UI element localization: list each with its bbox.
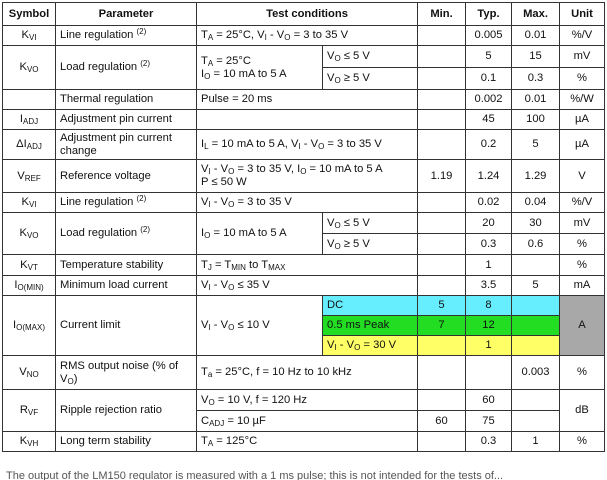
typ-cell: 12 xyxy=(466,316,512,336)
header-min: Min. xyxy=(418,3,466,26)
min-cell xyxy=(418,110,466,130)
typ-cell: 60 xyxy=(466,390,512,411)
symbol-cell xyxy=(3,90,56,110)
table-row xyxy=(3,390,605,411)
sub-condition-cell: $V_O \ge 5$ V xyxy=(323,234,418,255)
parameter-cell: Temperature stability xyxy=(56,255,197,276)
sub-condition-cell-vi-vo: $V_I - V_O = 30$ V xyxy=(323,336,418,356)
unit-cell: % xyxy=(560,255,605,276)
typ-cell: 0.3 xyxy=(466,432,512,452)
symbol-cell: $K_{VT}$ xyxy=(3,255,56,276)
symbol-cell: $\Delta I_{ADJ}$ xyxy=(3,130,56,160)
condition-cell: $I_L = 10$ mA to 5 A, $V_I - V_O = 3$ to 35 V xyxy=(197,130,418,160)
max-cell xyxy=(512,336,560,356)
table-row xyxy=(3,193,605,213)
min-cell xyxy=(418,130,466,160)
parameter-cell: Adjustment pin current xyxy=(56,110,197,130)
table-row xyxy=(3,213,605,234)
sub-condition-cell: $V_O \le 5$ V xyxy=(323,46,418,68)
typ-cell: 75 xyxy=(466,411,512,432)
header-symbol: Symbol xyxy=(3,3,56,26)
unit-cell: mV xyxy=(560,46,605,68)
table-row xyxy=(3,296,605,316)
max-cell: 5 xyxy=(512,130,560,160)
sub-condition-cell: $V_O \le 5$ V xyxy=(323,213,418,234)
max-cell: 0.003 xyxy=(512,356,560,390)
typ-cell: 1 xyxy=(466,336,512,356)
condition-cell: $T_A = 125^\circ C$ xyxy=(197,432,418,452)
min-cell xyxy=(418,390,466,411)
max-cell xyxy=(512,390,560,411)
symbol-cell: $K_{VO}$ xyxy=(3,213,56,255)
max-cell: 5 xyxy=(512,276,560,296)
sub-condition-cell-peak: 0.5 ms Peak xyxy=(323,316,418,336)
unit-cell: % xyxy=(560,68,605,90)
unit-cell: % xyxy=(560,234,605,255)
header-unit: Unit xyxy=(560,3,605,26)
condition-cell xyxy=(197,110,418,130)
typ-cell: 1.24 xyxy=(466,160,512,193)
max-cell: 0.6 xyxy=(512,234,560,255)
min-cell: 1.19 xyxy=(418,160,466,193)
min-cell xyxy=(418,68,466,90)
condition-cell: $V_O = 10$ V, f = 120 Hz xyxy=(197,390,418,411)
symbol-cell: $K_{VH}$ xyxy=(3,432,56,452)
unit-cell: % xyxy=(560,356,605,390)
parameter-cell: Minimum load current xyxy=(56,276,197,296)
typ-cell: 8 xyxy=(466,296,512,316)
min-cell xyxy=(418,276,466,296)
min-cell: 60 xyxy=(418,411,466,432)
min-cell xyxy=(418,234,466,255)
table-row xyxy=(3,160,605,193)
condition-cell: Pulse = 20 ms xyxy=(197,90,418,110)
typ-cell: 3.5 xyxy=(466,276,512,296)
unit-cell: mA xyxy=(560,276,605,296)
condition-cell: $V_I - V_O \le 35$ V xyxy=(197,276,418,296)
typ-cell: 0.1 xyxy=(466,68,512,90)
max-cell: 1.29 xyxy=(512,160,560,193)
symbol-cell: $I_{ADJ}$ xyxy=(3,110,56,130)
unit-cell: dB xyxy=(560,390,605,432)
condition-cell: $C_{ADJ} = 10$ µF xyxy=(197,411,418,432)
min-cell xyxy=(418,90,466,110)
unit-cell: A xyxy=(560,296,605,356)
max-cell xyxy=(512,296,560,316)
condition-cell: $T_a = 25^\circ C$, f = 10 Hz to 10 kHz xyxy=(197,356,418,390)
min-cell: 5 xyxy=(418,296,466,316)
unit-cell: %/V xyxy=(560,193,605,213)
parameter-cell: Line regulation $^{(2)}$ xyxy=(56,26,197,46)
typ-cell xyxy=(466,356,512,390)
header-typ: Typ. xyxy=(466,3,512,26)
typ-cell: 20 xyxy=(466,213,512,234)
max-cell: 15 xyxy=(512,46,560,68)
table-row xyxy=(3,432,605,452)
condition-cell: $I_O = 10$ mA to 5 A xyxy=(197,213,323,255)
electrical-characteristics-table xyxy=(2,2,605,452)
max-cell: 1 xyxy=(512,432,560,452)
parameter-cell: Line regulation $^{(2)}$ xyxy=(56,193,197,213)
symbol-cell: $K_{VI}$ xyxy=(3,26,56,46)
min-cell: 7 xyxy=(418,316,466,336)
table-row xyxy=(3,110,605,130)
parameter-cell: Reference voltage xyxy=(56,160,197,193)
max-cell: 30 xyxy=(512,213,560,234)
condition-cell: $V_I - V_O = 3$ to 35 V, $I_O = 10$ mA to 5 A P ≤ 50 W xyxy=(197,160,418,193)
symbol-cell: $K_{VO}$ xyxy=(3,46,56,90)
condition-cell: $V_I - V_O = 3$ to 35 V xyxy=(197,193,418,213)
unit-cell: %/V xyxy=(560,26,605,46)
typ-cell: 45 xyxy=(466,110,512,130)
min-cell xyxy=(418,432,466,452)
min-cell xyxy=(418,336,466,356)
condition-cell: $T_A = 25^\circ C$ $I_O = 10$ mA to 5 A xyxy=(197,46,323,90)
parameter-cell: Thermal regulation xyxy=(56,90,197,110)
max-cell: 0.01 xyxy=(512,90,560,110)
parameter-cell: Load regulation $^{(2)}$ xyxy=(56,213,197,255)
max-cell: 0.04 xyxy=(512,193,560,213)
min-cell xyxy=(418,46,466,68)
typ-cell: 1 xyxy=(466,255,512,276)
max-cell: 100 xyxy=(512,110,560,130)
table-row xyxy=(3,276,605,296)
parameter-cell: Load regulation $^{(2)}$ xyxy=(56,46,197,90)
unit-cell: V xyxy=(560,160,605,193)
footnote-text: The output of the LM150 regulator is measured with a 1 ms pulse; this is not intended for the tests of... xyxy=(6,470,504,480)
min-cell xyxy=(418,356,466,390)
sub-condition-cell-dc: DC xyxy=(323,296,418,316)
symbol-cell: $R_{VF}$ xyxy=(3,390,56,432)
min-cell xyxy=(418,213,466,234)
max-cell xyxy=(512,411,560,432)
symbol-cell: $V_{REF}$ xyxy=(3,160,56,193)
table-row xyxy=(3,26,605,46)
table-row xyxy=(3,130,605,160)
condition-cell: $V_I - V_O \le 10$ V xyxy=(197,296,323,356)
table-row xyxy=(3,90,605,110)
unit-cell: mV xyxy=(560,213,605,234)
typ-cell: 0.005 xyxy=(466,26,512,46)
parameter-cell: Adjustment pin current change xyxy=(56,130,197,160)
table-header-row xyxy=(3,3,605,26)
table-row xyxy=(3,255,605,276)
unit-cell: µA xyxy=(560,130,605,160)
header-test-conditions: Test conditions xyxy=(197,3,418,26)
symbol-cell: $V_{NO}$ xyxy=(3,356,56,390)
symbol-cell: $I_{O(MAX)}$ xyxy=(3,296,56,356)
typ-cell: 0.3 xyxy=(466,234,512,255)
typ-cell: 0.02 xyxy=(466,193,512,213)
condition-cell: $T_A = 25^\circ C$, $V_I - V_O = 3$ to 35 V xyxy=(197,26,418,46)
typ-cell: 0.002 xyxy=(466,90,512,110)
max-cell: 0.3 xyxy=(512,68,560,90)
parameter-cell: Current limit xyxy=(56,296,197,356)
table-row xyxy=(3,356,605,390)
max-cell: 0.01 xyxy=(512,26,560,46)
sub-condition-cell: $V_O \ge 5$ V xyxy=(323,68,418,90)
parameter-cell: Ripple rejection ratio xyxy=(56,390,197,432)
symbol-cell: $I_{O(MIN)}$ xyxy=(3,276,56,296)
min-cell xyxy=(418,255,466,276)
typ-cell: 0.2 xyxy=(466,130,512,160)
table-row xyxy=(3,46,605,68)
header-max: Max. xyxy=(512,3,560,26)
min-cell xyxy=(418,26,466,46)
unit-cell: %/W xyxy=(560,90,605,110)
condition-cell: $T_J = T_{MIN}$ to $T_{MAX}$ xyxy=(197,255,418,276)
min-cell xyxy=(418,193,466,213)
parameter-cell: Long term stability xyxy=(56,432,197,452)
unit-cell: % xyxy=(560,432,605,452)
parameter-cell: RMS output noise (% of $V_O$) xyxy=(56,356,197,390)
max-cell xyxy=(512,255,560,276)
symbol-cell: $K_{VI}$ xyxy=(3,193,56,213)
typ-cell: 5 xyxy=(466,46,512,68)
max-cell xyxy=(512,316,560,336)
unit-cell: µA xyxy=(560,110,605,130)
header-parameter: Parameter xyxy=(56,3,197,26)
